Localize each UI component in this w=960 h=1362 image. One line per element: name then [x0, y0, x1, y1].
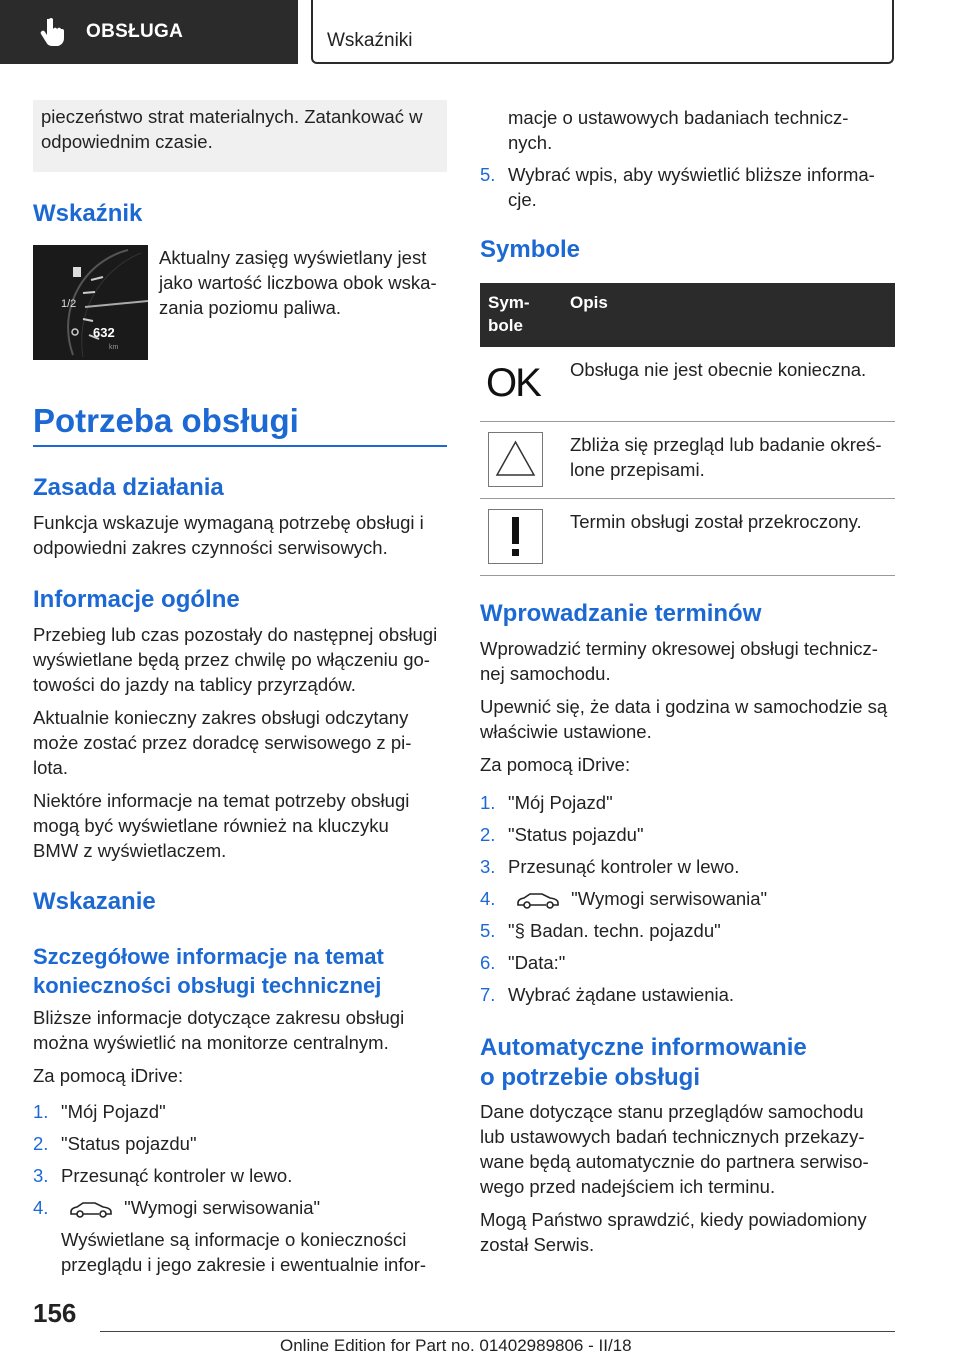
- warning-triangle-icon: [488, 432, 543, 487]
- heading-service-need: Potrzeba obsługi: [33, 402, 299, 439]
- list-number: 3.: [480, 856, 496, 877]
- heading-display: Wskazanie: [33, 888, 156, 915]
- chapter-tab[interactable]: [311, 0, 894, 64]
- list-text: Przesunąć kontroler w lewo.: [508, 856, 740, 877]
- ok-symbol: OK: [486, 361, 540, 405]
- list-number: 1.: [33, 1101, 49, 1122]
- auto-text-1a: Dane dotyczące stanu przeglądów samochodu: [480, 1101, 864, 1122]
- entering-text-2b: właściwie ustawione.: [480, 721, 652, 742]
- list-item: [33, 1195, 320, 1220]
- general-text-2b: może zostać przez doradcę serwisowego z pi-: [33, 732, 412, 753]
- heading-general-info: Informacje ogólne: [33, 586, 240, 613]
- heading-details-2: konieczności obsługi technicznej: [33, 973, 382, 998]
- header-symbol: Sym- bole: [488, 293, 530, 335]
- row-description-2: lone przepisami.: [570, 459, 705, 480]
- list-item: [480, 162, 875, 187]
- heading-indicator: Wskaźnik: [33, 200, 143, 227]
- list-item: [480, 982, 734, 1007]
- edition-text: Online Edition for Part no. 01402989806 - II/18: [280, 1336, 632, 1355]
- list-item: [33, 1163, 292, 1188]
- list-item: [480, 854, 739, 879]
- heading-underline: [33, 445, 447, 447]
- list-number: 7.: [480, 984, 496, 1005]
- section-title: OBSŁUGA: [86, 21, 184, 42]
- table-row: [480, 499, 895, 576]
- list-number: 2.: [480, 824, 496, 845]
- table-row: [480, 347, 895, 422]
- general-text-2c: lota.: [33, 757, 68, 778]
- car-service-icon: [515, 891, 561, 909]
- gauge-range-value: 632: [93, 325, 115, 340]
- general-text-1b: wyświetlane będą przez chwilę po włączeniu go-: [33, 649, 430, 670]
- general-text-3a: Niektóre informacje na temat potrzeby obsługi: [33, 790, 410, 811]
- auto-text-1d: wego przed nadejściem ich terminu.: [480, 1176, 776, 1197]
- step4-continued-4: nych.: [508, 132, 553, 153]
- page-number: 156: [33, 1298, 77, 1328]
- heading-principle: Zasada działania: [33, 474, 224, 501]
- list-number: 4.: [33, 1197, 49, 1218]
- list-text: Wybrać żądane ustawienia.: [508, 984, 735, 1005]
- list-text: "Wymogi serwisowania": [124, 1197, 321, 1218]
- section-tab[interactable]: [0, 0, 298, 64]
- list-text: "Status pojazdu": [508, 824, 644, 845]
- list-number: 6.: [480, 952, 496, 973]
- general-text-2a: Aktualnie konieczny zakres obsługi odczytany: [33, 707, 409, 728]
- general-text-1a: Przebieg lub czas pozostały do następnej obsługi: [33, 624, 438, 645]
- heading-entering-dates: Wprowadzanie terminów: [480, 600, 762, 627]
- idrive-intro-left: Za pomocą iDrive:: [33, 1065, 184, 1086]
- indicator-text-2: jako wartość liczbowa obok wska-: [159, 272, 437, 293]
- heading-auto-info-1: Automatyczne informowanie: [480, 1034, 807, 1061]
- footer-divider: [100, 1331, 895, 1332]
- step5-continued: cje.: [508, 189, 537, 210]
- note-text: pieczeństwo strat materialnych. Zatankować w odpowiednim czasie.: [41, 106, 423, 152]
- exclamation-icon: [488, 509, 543, 564]
- idrive-intro-right: Za pomocą iDrive:: [480, 754, 631, 775]
- continued-note-box: [33, 100, 447, 172]
- details-text-1: Bliższe informacje dotyczące zakresu obsługi: [33, 1007, 405, 1028]
- list-number: 4.: [480, 888, 496, 909]
- hand-pointer-icon: [40, 17, 66, 47]
- symbols-table: [480, 283, 895, 576]
- principle-text-1: Funkcja wskazuje wymaganą potrzebę obsługi i: [33, 512, 424, 533]
- list-item: [33, 1131, 197, 1156]
- list-text: "Mój Pojazd": [61, 1101, 166, 1122]
- gauge-half-label: 1/2: [61, 298, 77, 310]
- gauge-unit-label: km: [109, 344, 119, 351]
- auto-text-2a: Mogą Państwo sprawdzić, kiedy powiadomiony: [480, 1209, 867, 1230]
- list-text: Przesunąć kontroler w lewo.: [61, 1165, 293, 1186]
- row-description-1: Zbliża się przegląd lub badanie okreś-: [570, 434, 882, 455]
- heading-auto-info-2: o potrzebie obsługi: [480, 1064, 700, 1091]
- header-description: Opis: [570, 293, 608, 312]
- list-number: 2.: [33, 1133, 49, 1154]
- entering-text-2a: Upewnić się, że data i godzina w samochodzie są: [480, 696, 888, 717]
- step4-continued-1: Wyświetlane są informacje o konieczności: [61, 1229, 407, 1250]
- general-text-1c: towości do jazdy na tablicy przyrządów.: [33, 674, 356, 695]
- list-text: "Status pojazdu": [61, 1133, 197, 1154]
- car-service-icon: [68, 1200, 114, 1218]
- list-number: 3.: [33, 1165, 49, 1186]
- table-row: [480, 422, 895, 499]
- page-header: [0, 0, 960, 66]
- general-text-3b: mogą być wyświetlane również na kluczyku: [33, 815, 389, 836]
- chapter-title: Wskaźniki: [327, 30, 413, 51]
- list-text: "Wymogi serwisowania": [571, 888, 768, 909]
- details-text-2: można wyświetlić na monitorze centralnym.: [33, 1032, 389, 1053]
- step4-continued-3: macje o ustawowych badaniach technicz-: [508, 107, 849, 128]
- heading-symbols: Symbole: [480, 236, 581, 263]
- auto-text-2b: został Serwis.: [480, 1234, 595, 1255]
- list-item: [33, 1099, 166, 1124]
- list-item: [480, 790, 613, 815]
- indicator-text-3: zania poziomu paliwa.: [159, 297, 342, 318]
- general-text-3c: BMW z wyświetlaczem.: [33, 840, 227, 861]
- row-description: Termin obsługi został przekroczony.: [570, 511, 862, 532]
- list-item: [480, 918, 721, 943]
- list-number: 1.: [480, 792, 496, 813]
- row-description: Obsługa nie jest obecnie konieczna.: [570, 359, 867, 380]
- list-item: [480, 950, 565, 975]
- entering-text-1b: nej samochodu.: [480, 663, 611, 684]
- auto-text-1b: lub ustawowych badań technicznych przekazy-: [480, 1126, 865, 1147]
- list-number: 5.: [480, 920, 496, 941]
- fuel-gauge-image: [33, 245, 148, 360]
- list-text: "Data:": [508, 952, 566, 973]
- list-text: "§ Badan. techn. pojazdu": [508, 920, 721, 941]
- entering-text-1a: Wprowadzić terminy okresowej obsługi technicz-: [480, 638, 878, 659]
- heading-details-1: Szczegółowe informacje na temat: [33, 944, 384, 969]
- list-number: 5.: [480, 164, 496, 185]
- list-text: Wybrać wpis, aby wyświetlić bliższe informa-: [508, 164, 875, 185]
- step4-continued-2: przeglądu i jego zakresie i ewentualnie infor-: [61, 1254, 427, 1275]
- table-header: [480, 283, 895, 347]
- principle-text-2: odpowiedni zakres czynności serwisowych.: [33, 537, 388, 558]
- auto-text-1c: wane będą automatycznie do partnera serwiso-: [480, 1151, 869, 1172]
- list-text: "Mój Pojazd": [508, 792, 613, 813]
- indicator-text-1: Aktualny zasięg wyświetlany jest: [159, 247, 427, 268]
- list-item: [480, 822, 644, 847]
- list-item: [480, 886, 767, 911]
